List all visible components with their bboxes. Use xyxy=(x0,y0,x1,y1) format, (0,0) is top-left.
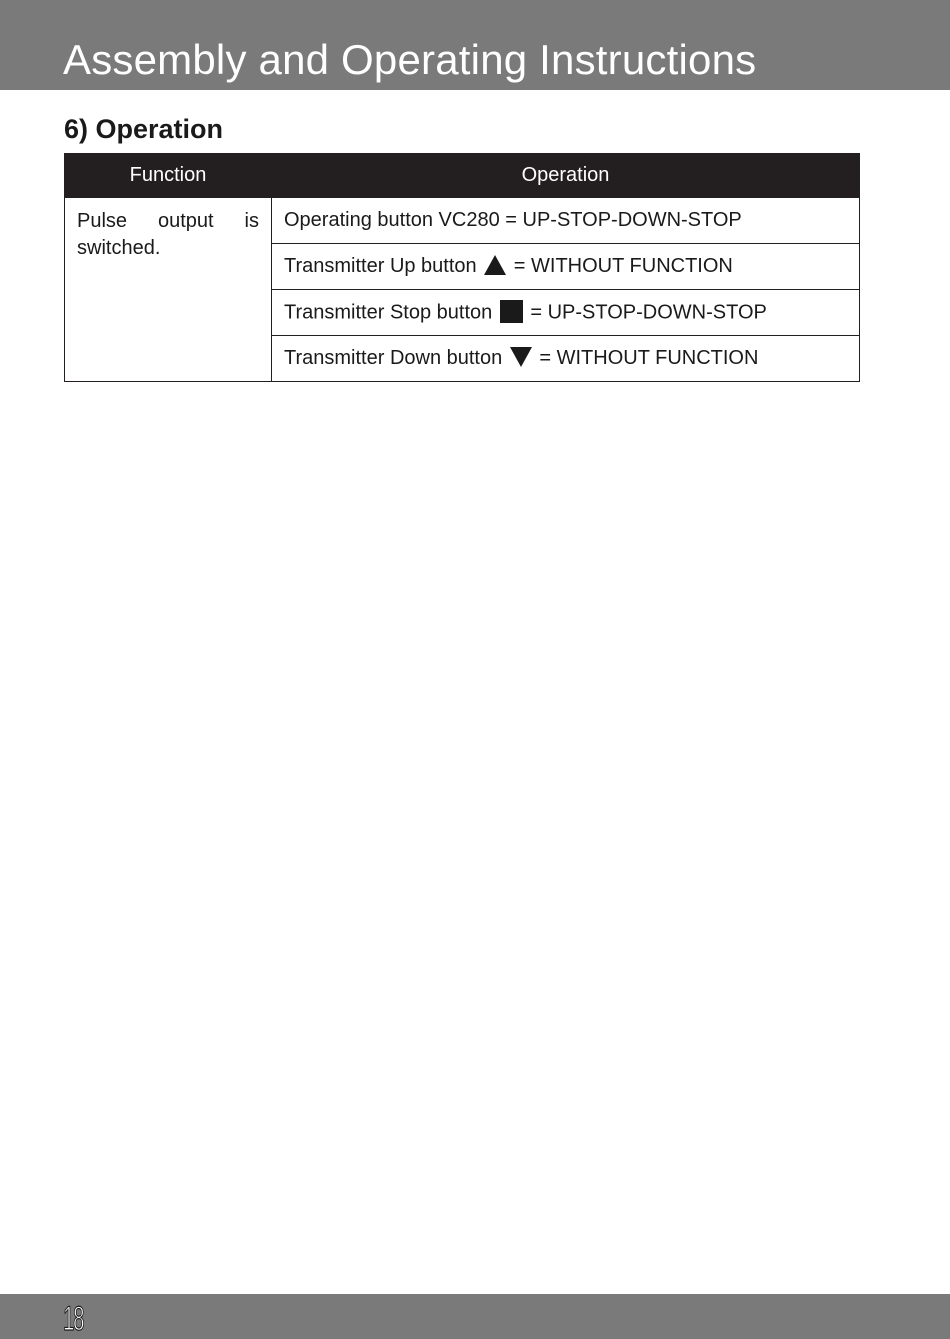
operation-label: Transmitter Down button xyxy=(284,346,503,369)
operation-cell xyxy=(272,336,860,382)
operation-label: Transmitter Stop button xyxy=(284,300,493,323)
document-title: Assembly and Operating Instructions xyxy=(63,36,757,83)
column-header-function: Function xyxy=(65,154,272,198)
operation-cell xyxy=(272,244,860,290)
operation-result: = WITHOUT FUNCTION xyxy=(539,346,759,369)
operation-result: = WITHOUT FUNCTION xyxy=(513,254,733,277)
column-header-operation: Operation xyxy=(272,154,860,198)
operation-cell xyxy=(272,290,860,336)
function-description: Pulse output is switched. xyxy=(65,198,272,382)
triangle-up-icon xyxy=(484,255,506,275)
table-header-row xyxy=(65,154,860,198)
operation-result: = UP-STOP-DOWN-STOP xyxy=(530,300,767,323)
table-row xyxy=(65,198,860,244)
operation-label: Operating button VC280 xyxy=(284,209,500,231)
page-number: 18 xyxy=(63,1300,84,1338)
footer-bar xyxy=(0,1294,950,1339)
section-title: 6) Operation xyxy=(64,114,224,144)
square-stop-icon xyxy=(500,300,523,323)
operation-result: = UP-STOP-DOWN-STOP xyxy=(505,209,742,231)
operation-label: Transmitter Up button xyxy=(284,254,477,277)
operation-table xyxy=(64,153,860,382)
operation-cell xyxy=(272,198,860,244)
triangle-down-icon xyxy=(510,347,532,367)
